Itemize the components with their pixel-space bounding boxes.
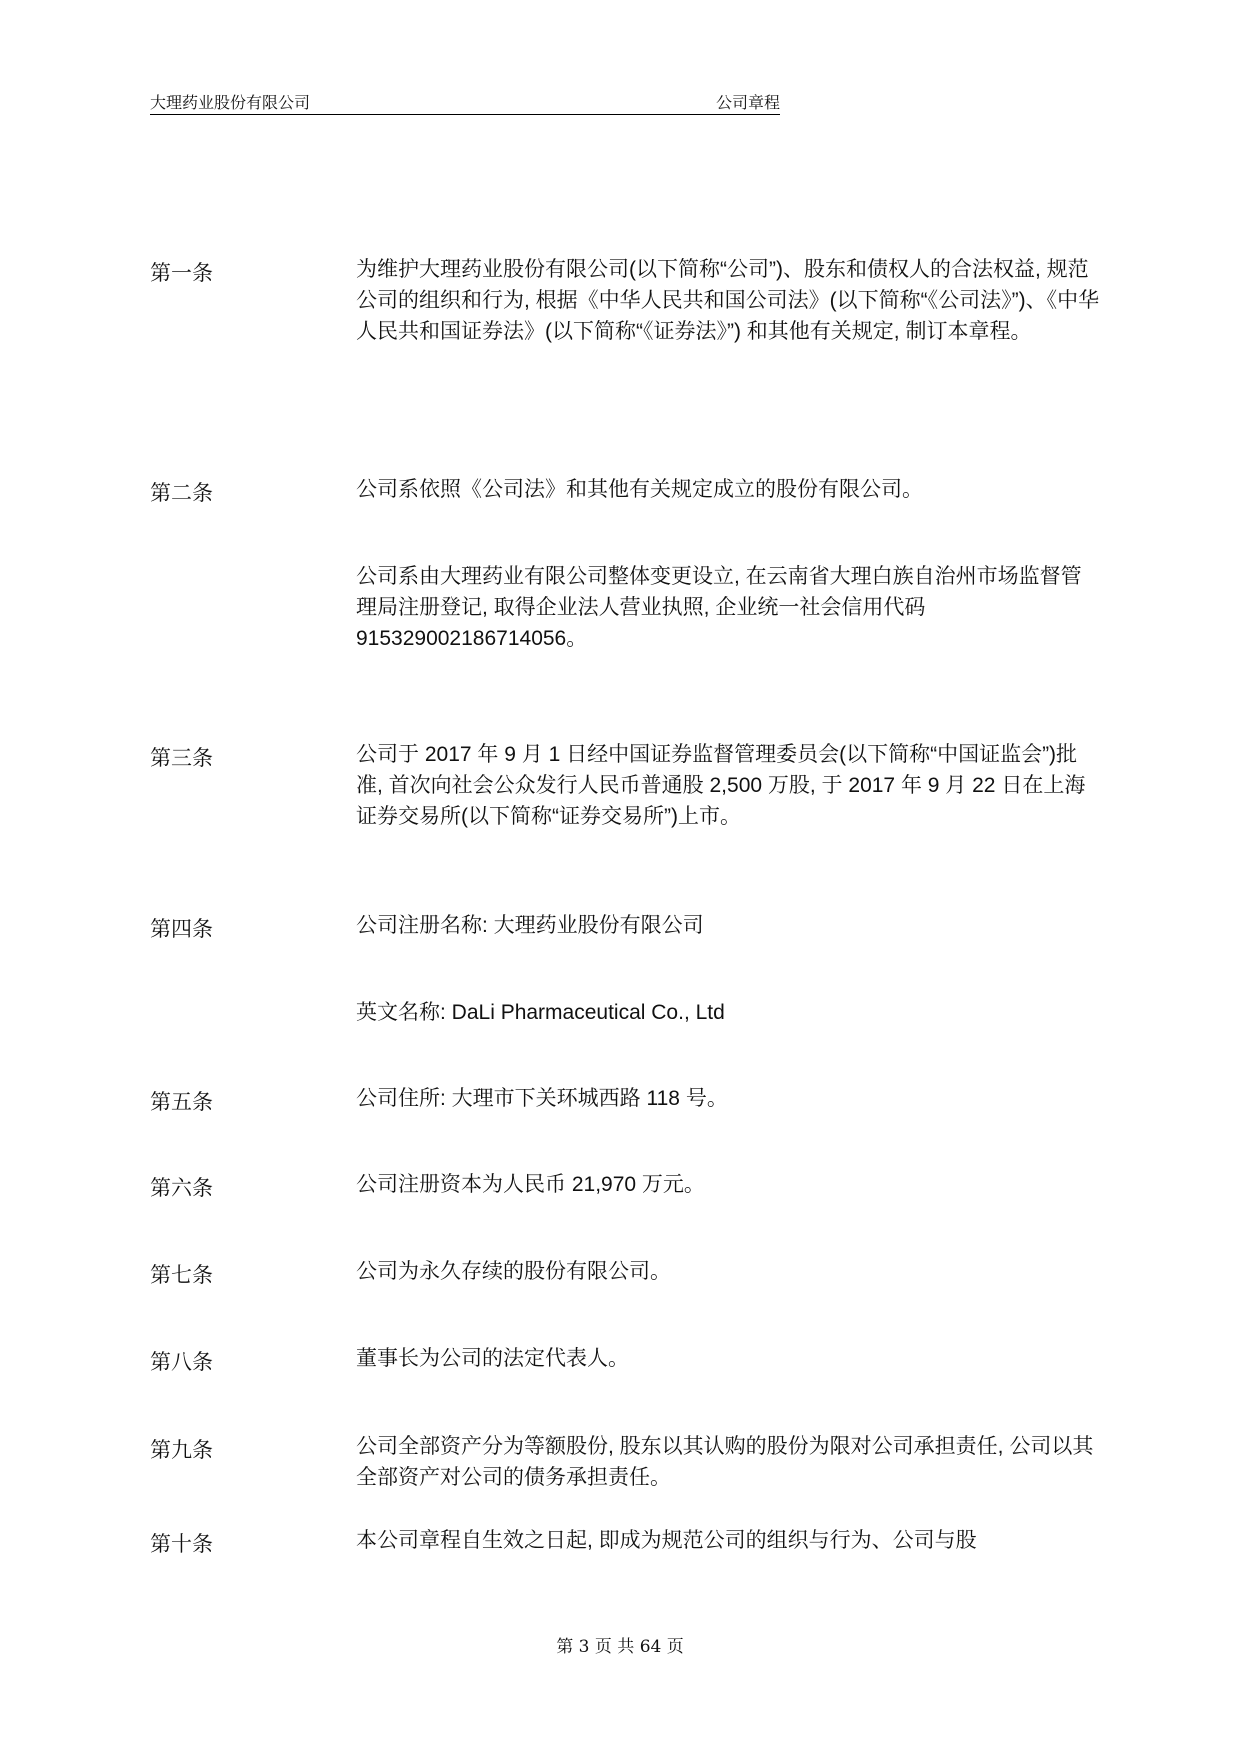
header-company: 大理药业股份有限公司 — [150, 93, 311, 112]
article-4-para-2: 英文名称: DaLi Pharmaceutical Co., Ltd — [356, 1001, 725, 1024]
article-3-para-1: 公司于 2017 年 9 月 1 日经中国证券监督管理委员会(以下简称“中国证监会”)批准, 首次向社会公众发行人民币普通股 2,500 万股, 于 2017 年 9 月 22 日在上海证券交易所(以下简称“证券交易所”)上市。 — [356, 743, 1086, 828]
article-7-para-1: 公司为永久存续的股份有限公司。 — [356, 1260, 671, 1283]
article-5-para-1: 公司住所: 大理市下关环城西路 118 号。 — [356, 1087, 728, 1110]
article-9-para-1: 公司全部资产分为等额股份, 股东以其认购的股份为限对公司承担责任, 公司以其全部资产对公司的债务承担责任。 — [356, 1435, 1094, 1489]
article-number-1: 第一条 — [150, 261, 213, 285]
article-number-9: 第九条 — [150, 1438, 213, 1462]
article-number-8: 第八条 — [150, 1350, 213, 1374]
article-1-para-1: 为维护大理药业股份有限公司(以下简称“公司”)、股东和债权人的合法权益, 规范公司的组织和行为, 根据《中华人民共和国公司法》(以下简称“《公司法》”)、《中华人民共和国证券法》(以下简称“《证券法》”) 和其他有关规定, 制订本章程。 — [356, 258, 1100, 343]
article-2-para-1: 公司系依照《公司法》和其他有关规定成立的股份有限公司。 — [356, 478, 923, 501]
article-number-2: 第二条 — [150, 481, 213, 505]
header-doc-title: 公司章程 — [715, 93, 780, 112]
article-10-para-1: 本公司章程自生效之日起, 即成为规范公司的组织与行为、公司与股 — [356, 1529, 977, 1552]
article-8-para-1: 董事长为公司的法定代表人。 — [356, 1347, 629, 1370]
article-number-5: 第五条 — [150, 1090, 213, 1114]
page-header — [150, 88, 780, 115]
article-2-para-2: 公司系由大理药业有限公司整体变更设立, 在云南省大理白族自治州市场监督管理局注册登记, 取得企业法人营业执照, 企业统一社会信用代码 915329002186714056。 — [356, 565, 1082, 650]
article-6-para-1: 公司注册资本为人民币 21,970 万元。 — [356, 1173, 705, 1196]
page-footer: 第 3 页 共 64 页 — [556, 1637, 684, 1657]
article-number-10: 第十条 — [150, 1532, 213, 1556]
article-number-7: 第七条 — [150, 1263, 213, 1287]
article-4-para-1: 公司注册名称: 大理药业股份有限公司 — [356, 914, 704, 937]
article-number-4: 第四条 — [150, 917, 213, 941]
article-number-6: 第六条 — [150, 1176, 213, 1200]
article-number-3: 第三条 — [150, 746, 213, 770]
